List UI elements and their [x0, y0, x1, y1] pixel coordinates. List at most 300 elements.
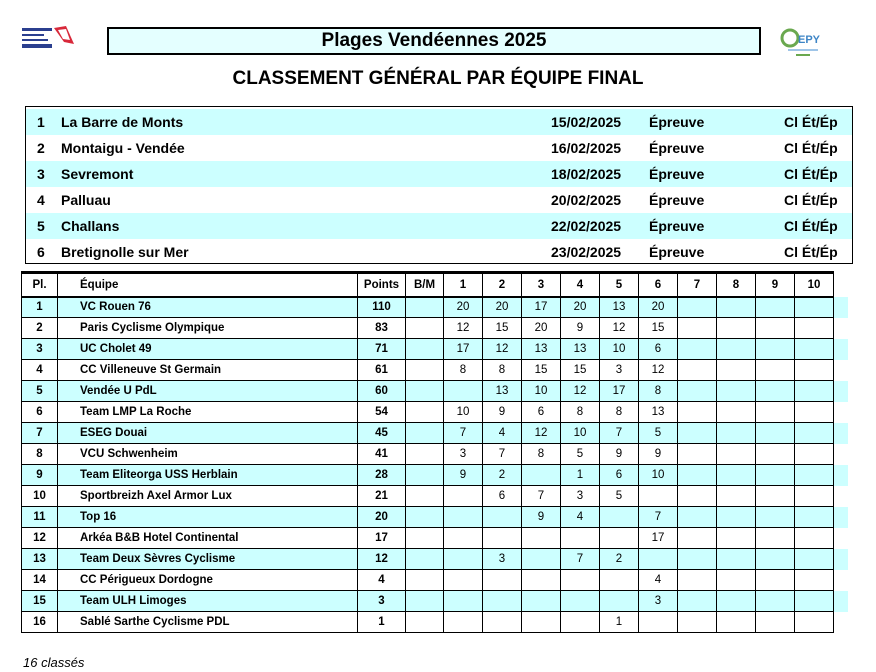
stage-points-cell: [756, 591, 795, 612]
stage-points-cell: 3: [444, 444, 483, 465]
stage-points-cell: [795, 339, 834, 360]
stage-points-cell: [678, 591, 717, 612]
points-cell: 54: [358, 402, 406, 423]
row-spacer: [834, 360, 848, 381]
stage-name: Challans: [61, 218, 120, 234]
stage-date: 15/02/2025: [551, 114, 622, 130]
stage-points-cell: 20: [522, 318, 561, 339]
federation-logo: [20, 24, 76, 50]
stage-number: 3: [37, 166, 45, 182]
stage-points-cell: 12: [561, 381, 600, 402]
table-row: [22, 423, 848, 444]
stage-category: Cl Ét/Ép: [784, 114, 838, 130]
row-spacer: [834, 465, 848, 486]
stage-points-cell: 4: [483, 423, 522, 444]
team-cell: CC Villeneuve St Germain: [58, 360, 358, 381]
stage-points-cell: 3: [600, 360, 639, 381]
bm-cell: [406, 444, 444, 465]
stage-name: Bretignolle sur Mer: [61, 244, 189, 260]
stage-points-cell: 13: [483, 381, 522, 402]
column-header: 4: [561, 273, 600, 297]
bm-cell: [406, 381, 444, 402]
stage-row: [26, 187, 852, 213]
rank-cell: 5: [22, 381, 58, 402]
points-cell: 83: [358, 318, 406, 339]
stage-points-cell: [795, 423, 834, 444]
table-row: [22, 528, 848, 549]
stage-points-cell: [795, 528, 834, 549]
stage-name: Montaigu - Vendée: [61, 140, 185, 156]
table-row: [22, 360, 848, 381]
team-cell: Sportbreizh Axel Armor Lux: [58, 486, 358, 507]
rank-cell: 4: [22, 360, 58, 381]
stage-points-cell: 5: [561, 444, 600, 465]
stage-date: 23/02/2025: [551, 244, 622, 260]
stage-row: [26, 213, 852, 239]
points-cell: 20: [358, 507, 406, 528]
stage-points-cell: 9: [444, 465, 483, 486]
stage-points-cell: [678, 339, 717, 360]
stage-points-cell: [678, 444, 717, 465]
bm-cell: [406, 360, 444, 381]
row-spacer: [834, 423, 848, 444]
points-cell: 110: [358, 297, 406, 318]
stage-points-cell: 15: [522, 360, 561, 381]
points-cell: 45: [358, 423, 406, 444]
team-cell: Sablé Sarthe Cyclisme PDL: [58, 612, 358, 633]
ranking-subtitle: CLASSEMENT GÉNÉRAL PAR ÉQUIPE FINAL: [232, 68, 644, 89]
row-spacer: [834, 402, 848, 423]
stage-points-cell: [678, 507, 717, 528]
bm-cell: [406, 486, 444, 507]
stage-points-cell: 20: [561, 297, 600, 318]
stage-points-cell: 10: [639, 465, 678, 486]
rank-cell: 2: [22, 318, 58, 339]
stage-points-cell: 8: [639, 381, 678, 402]
stage-number: 5: [37, 218, 45, 234]
stage-points-cell: 8: [483, 360, 522, 381]
stage-points-cell: 7: [444, 423, 483, 444]
row-spacer: [834, 549, 848, 570]
stage-date: 18/02/2025: [551, 166, 622, 182]
stage-points-cell: [795, 444, 834, 465]
bm-cell: [406, 297, 444, 318]
stage-points-cell: [600, 528, 639, 549]
stage-category: Cl Ét/Ép: [784, 218, 838, 234]
stage-points-cell: 2: [600, 549, 639, 570]
stage-points-cell: 5: [639, 423, 678, 444]
table-row: [22, 444, 848, 465]
rank-cell: 3: [22, 339, 58, 360]
column-header: Points: [358, 273, 406, 297]
stage-points-cell: [795, 570, 834, 591]
bm-cell: [406, 318, 444, 339]
stage-type: Épreuve: [649, 218, 705, 234]
team-cell: Team ULH Limoges: [58, 591, 358, 612]
stage-points-cell: 7: [639, 507, 678, 528]
stage-points-cell: [795, 465, 834, 486]
stage-points-cell: 4: [561, 507, 600, 528]
stage-points-cell: 20: [639, 297, 678, 318]
stage-row: [26, 161, 852, 187]
team-cell: UC Cholet 49: [58, 339, 358, 360]
stage-points-cell: [795, 486, 834, 507]
stage-points-cell: 8: [561, 402, 600, 423]
stage-points-cell: [483, 528, 522, 549]
rank-cell: 16: [22, 612, 58, 633]
stage-points-cell: 12: [600, 318, 639, 339]
classified-count: 16 classés: [23, 655, 85, 670]
stage-points-cell: 7: [600, 423, 639, 444]
table-row: [22, 612, 848, 633]
stage-points-cell: [756, 612, 795, 633]
column-header: 5: [600, 273, 639, 297]
stage-points-cell: 12: [522, 423, 561, 444]
stage-row: [26, 109, 852, 135]
stage-number: 4: [37, 192, 45, 208]
stage-points-cell: [678, 381, 717, 402]
team-ranking-table: [21, 271, 848, 633]
table-row: [22, 339, 848, 360]
stage-points-cell: 10: [522, 381, 561, 402]
stage-points-cell: [561, 612, 600, 633]
points-cell: 71: [358, 339, 406, 360]
stage-points-cell: [795, 549, 834, 570]
table-row: [22, 318, 848, 339]
rank-cell: 1: [22, 297, 58, 318]
stage-category: Cl Ét/Ép: [784, 192, 838, 208]
stage-points-cell: 8: [600, 402, 639, 423]
stage-points-cell: [483, 612, 522, 633]
team-cell: VCU Schwenheim: [58, 444, 358, 465]
stage-points-cell: 15: [483, 318, 522, 339]
stage-row: [26, 135, 852, 161]
stage-points-cell: [444, 486, 483, 507]
stage-points-cell: 7: [561, 549, 600, 570]
points-cell: 60: [358, 381, 406, 402]
points-cell: 1: [358, 612, 406, 633]
stage-points-cell: [639, 549, 678, 570]
column-header: 10: [795, 273, 834, 297]
team-cell: Top 16: [58, 507, 358, 528]
stage-points-cell: [756, 423, 795, 444]
row-spacer: [834, 381, 848, 402]
stage-points-cell: [444, 591, 483, 612]
stage-points-cell: 7: [522, 486, 561, 507]
column-header: 2: [483, 273, 522, 297]
stage-points-cell: [444, 612, 483, 633]
stage-points-cell: [561, 528, 600, 549]
stage-points-cell: [522, 591, 561, 612]
stage-points-cell: [678, 423, 717, 444]
stage-points-cell: [795, 591, 834, 612]
stage-points-cell: [756, 444, 795, 465]
stage-points-cell: 12: [483, 339, 522, 360]
stage-points-cell: [717, 423, 756, 444]
column-header: 1: [444, 273, 483, 297]
stage-type: Épreuve: [649, 114, 705, 130]
team-cell: Team LMP La Roche: [58, 402, 358, 423]
rank-cell: 15: [22, 591, 58, 612]
stage-points-cell: [795, 612, 834, 633]
stage-category: Cl Ét/Ép: [784, 166, 838, 182]
stage-points-cell: 12: [639, 360, 678, 381]
stage-points-cell: [717, 528, 756, 549]
stage-number: 2: [37, 140, 45, 156]
column-header: 9: [756, 273, 795, 297]
stage-points-cell: 20: [444, 297, 483, 318]
row-spacer: [834, 486, 848, 507]
bm-cell: [406, 570, 444, 591]
column-header: 6: [639, 273, 678, 297]
row-spacer: [834, 528, 848, 549]
rank-cell: 8: [22, 444, 58, 465]
stage-points-cell: [444, 549, 483, 570]
stage-points-cell: [678, 549, 717, 570]
rank-cell: 10: [22, 486, 58, 507]
points-cell: 12: [358, 549, 406, 570]
stage-points-cell: 13: [639, 402, 678, 423]
bm-cell: [406, 549, 444, 570]
stage-points-cell: [756, 486, 795, 507]
table-row: [22, 507, 848, 528]
row-spacer: [834, 507, 848, 528]
stage-points-cell: 17: [600, 381, 639, 402]
stage-points-cell: [795, 507, 834, 528]
stage-points-cell: 6: [522, 402, 561, 423]
stage-points-cell: [756, 465, 795, 486]
stage-points-cell: [444, 381, 483, 402]
team-cell: Team Eliteorga USS Herblain: [58, 465, 358, 486]
stage-points-cell: [678, 360, 717, 381]
stage-points-cell: 3: [561, 486, 600, 507]
row-spacer: [834, 612, 848, 633]
stage-type: Épreuve: [649, 192, 705, 208]
stage-points-cell: [795, 318, 834, 339]
stage-points-cell: [756, 360, 795, 381]
stage-points-cell: 6: [600, 465, 639, 486]
stage-points-cell: 9: [483, 402, 522, 423]
stage-points-cell: [795, 402, 834, 423]
stage-points-cell: [678, 402, 717, 423]
stage-points-cell: 2: [483, 465, 522, 486]
stage-points-cell: 4: [639, 570, 678, 591]
row-spacer: [834, 318, 848, 339]
team-cell: VC Rouen 76: [58, 297, 358, 318]
table-row: [22, 402, 848, 423]
stage-points-cell: [756, 318, 795, 339]
table-row: [22, 591, 848, 612]
stage-points-cell: [444, 570, 483, 591]
stage-points-cell: [717, 570, 756, 591]
stage-points-cell: [717, 612, 756, 633]
stage-points-cell: 7: [483, 444, 522, 465]
stage-name: Palluau: [61, 192, 111, 208]
team-cell: Arkéa B&B Hotel Continental: [58, 528, 358, 549]
bm-cell: [406, 528, 444, 549]
stage-points-cell: [756, 507, 795, 528]
stage-points-cell: 17: [522, 297, 561, 318]
stage-points-cell: 12: [444, 318, 483, 339]
team-cell: ESEG Douai: [58, 423, 358, 444]
stage-points-cell: 13: [600, 297, 639, 318]
svg-text:EPY: EPY: [798, 34, 821, 46]
table-row: [22, 549, 848, 570]
bm-cell: [406, 507, 444, 528]
stage-points-cell: [522, 549, 561, 570]
team-cell: Paris Cyclisme Olympique: [58, 318, 358, 339]
stage-points-cell: [483, 507, 522, 528]
stage-points-cell: 15: [639, 318, 678, 339]
stage-points-cell: 13: [522, 339, 561, 360]
stage-points-cell: [678, 570, 717, 591]
row-spacer: [834, 570, 848, 591]
stage-points-cell: [678, 318, 717, 339]
rank-cell: 14: [22, 570, 58, 591]
stage-points-cell: 6: [483, 486, 522, 507]
rank-cell: 13: [22, 549, 58, 570]
column-header: 8: [717, 273, 756, 297]
rank-cell: 7: [22, 423, 58, 444]
stage-points-cell: [678, 465, 717, 486]
column-header: B/M: [406, 273, 444, 297]
team-cell: Vendée U PdL: [58, 381, 358, 402]
table-row: [22, 381, 848, 402]
stage-points-cell: [561, 570, 600, 591]
stage-points-cell: 10: [561, 423, 600, 444]
stage-type: Épreuve: [649, 244, 705, 260]
rank-cell: 12: [22, 528, 58, 549]
bm-cell: [406, 465, 444, 486]
stage-points-cell: [717, 465, 756, 486]
stage-points-cell: [717, 486, 756, 507]
stage-points-cell: 1: [561, 465, 600, 486]
stage-points-cell: 5: [600, 486, 639, 507]
stage-points-cell: [444, 507, 483, 528]
row-spacer: [834, 339, 848, 360]
points-cell: 3: [358, 591, 406, 612]
points-cell: 61: [358, 360, 406, 381]
stage-points-cell: 6: [639, 339, 678, 360]
stage-category: Cl Ét/Ép: [784, 140, 838, 156]
stage-points-cell: [600, 570, 639, 591]
stage-points-cell: [678, 612, 717, 633]
header-spacer: [834, 273, 848, 297]
row-spacer: [834, 591, 848, 612]
stage-points-cell: [795, 381, 834, 402]
stage-points-cell: [678, 528, 717, 549]
points-cell: 41: [358, 444, 406, 465]
team-cell: Team Deux Sèvres Cyclisme: [58, 549, 358, 570]
stage-number: 6: [37, 244, 45, 260]
stage-points-cell: [639, 486, 678, 507]
stage-date: 20/02/2025: [551, 192, 622, 208]
page-title: Plages Vendéennes 2025: [107, 27, 761, 55]
column-header: 3: [522, 273, 561, 297]
stage-name: La Barre de Monts: [61, 114, 184, 130]
points-cell: 21: [358, 486, 406, 507]
stage-points-cell: 9: [561, 318, 600, 339]
stage-points-cell: 10: [600, 339, 639, 360]
stage-points-cell: [756, 339, 795, 360]
stage-list: [25, 106, 853, 264]
stage-points-cell: [717, 360, 756, 381]
rank-cell: 11: [22, 507, 58, 528]
stage-points-cell: 8: [522, 444, 561, 465]
stage-date: 16/02/2025: [551, 140, 622, 156]
stage-points-cell: [717, 591, 756, 612]
bm-cell: [406, 339, 444, 360]
stage-points-cell: [600, 507, 639, 528]
table-row: [22, 486, 848, 507]
stage-points-cell: [717, 549, 756, 570]
stage-points-cell: [678, 297, 717, 318]
stage-points-cell: [795, 297, 834, 318]
points-cell: 17: [358, 528, 406, 549]
stage-points-cell: 20: [483, 297, 522, 318]
stage-category: Cl Ét/Ép: [784, 244, 838, 260]
rank-cell: 6: [22, 402, 58, 423]
stage-points-cell: [522, 528, 561, 549]
points-cell: 4: [358, 570, 406, 591]
stage-points-cell: [756, 528, 795, 549]
stage-points-cell: [756, 381, 795, 402]
stage-points-cell: 3: [483, 549, 522, 570]
table-row: [22, 465, 848, 486]
row-spacer: [834, 444, 848, 465]
stage-points-cell: 8: [444, 360, 483, 381]
stage-points-cell: [756, 402, 795, 423]
bm-cell: [406, 402, 444, 423]
table-row: [22, 297, 848, 318]
stage-points-cell: [522, 570, 561, 591]
row-spacer: [834, 297, 848, 318]
stage-points-cell: [522, 612, 561, 633]
sponsor-logo: [780, 26, 828, 60]
points-cell: 28: [358, 465, 406, 486]
stage-points-cell: [600, 591, 639, 612]
stage-date: 22/02/2025: [551, 218, 622, 234]
stage-points-cell: 9: [522, 507, 561, 528]
stage-points-cell: [444, 528, 483, 549]
stage-points-cell: [717, 402, 756, 423]
column-header: Pl.: [22, 273, 58, 297]
stage-points-cell: 15: [561, 360, 600, 381]
stage-points-cell: [795, 360, 834, 381]
table-row: [22, 570, 848, 591]
bm-cell: [406, 612, 444, 633]
stage-points-cell: [717, 507, 756, 528]
stage-number: 1: [37, 114, 45, 130]
stage-name: Sevremont: [61, 166, 134, 182]
rank-cell: 9: [22, 465, 58, 486]
stage-points-cell: [717, 339, 756, 360]
stage-type: Épreuve: [649, 140, 705, 156]
stage-points-cell: 3: [639, 591, 678, 612]
bm-cell: [406, 591, 444, 612]
stage-points-cell: 17: [444, 339, 483, 360]
stage-type: Épreuve: [649, 166, 705, 182]
stage-points-cell: 9: [639, 444, 678, 465]
column-header: 7: [678, 273, 717, 297]
stage-points-cell: [522, 465, 561, 486]
stage-points-cell: [756, 549, 795, 570]
stage-points-cell: [639, 612, 678, 633]
stage-row: [26, 239, 852, 265]
stage-points-cell: [717, 297, 756, 318]
stage-points-cell: 9: [600, 444, 639, 465]
stage-points-cell: [561, 591, 600, 612]
